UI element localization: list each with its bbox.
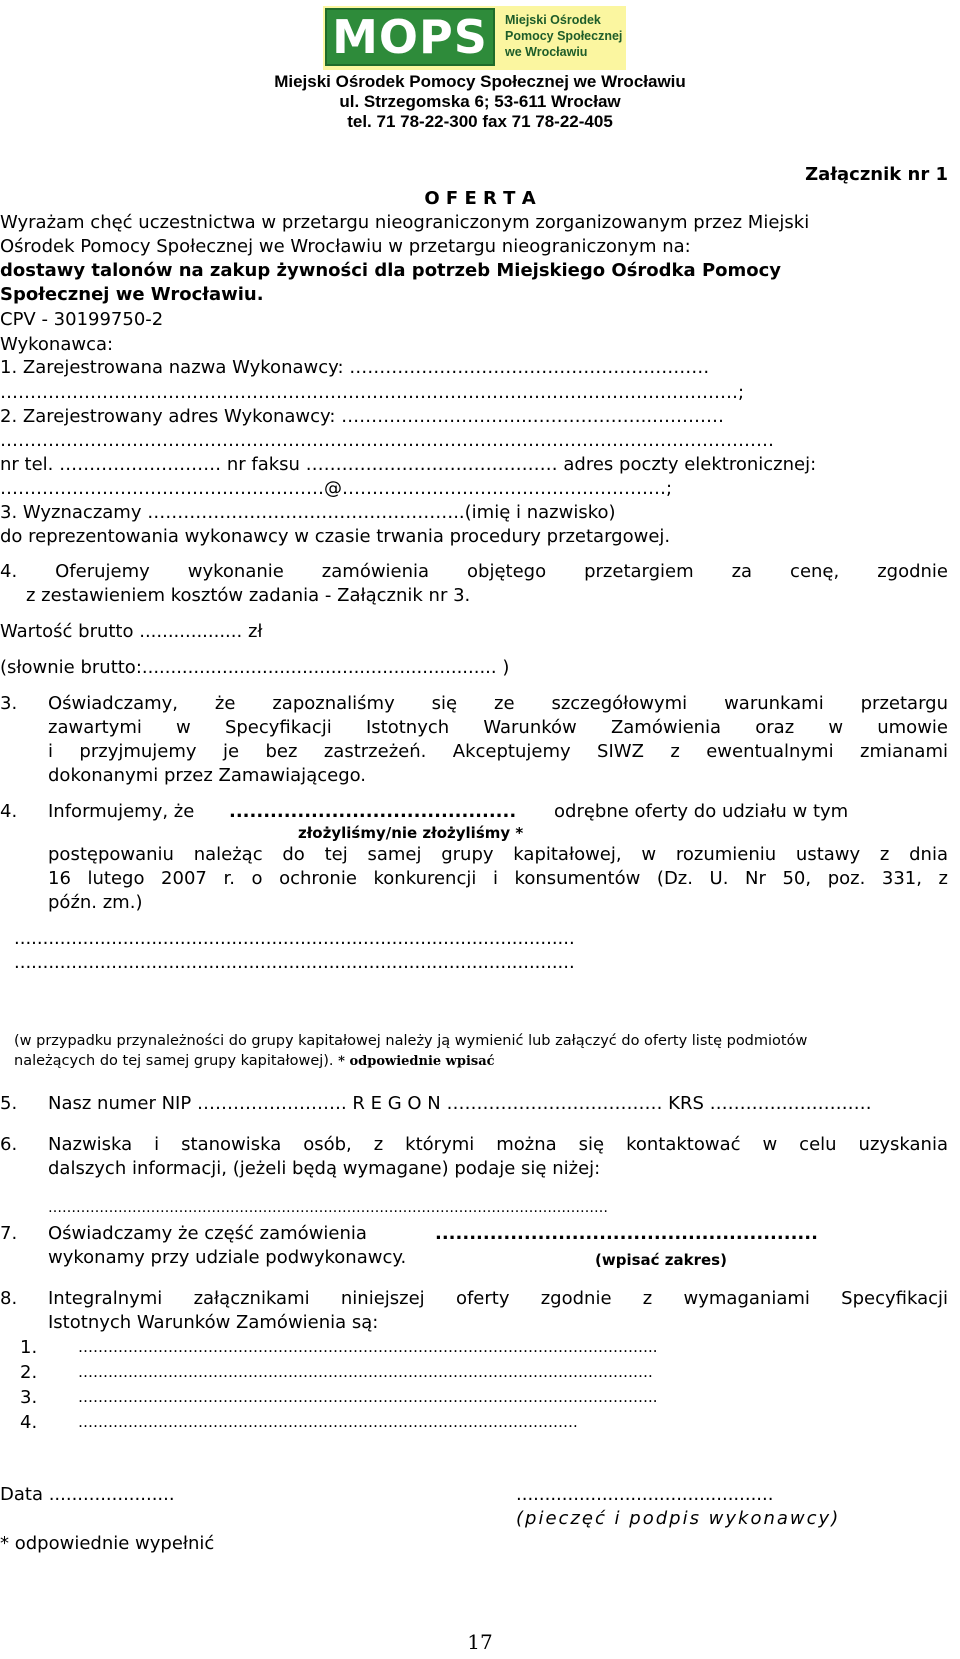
attachment-item-number: 2. [20,1362,38,1383]
item-number: 6. [0,1134,18,1155]
attachment-item-number: 1. [20,1337,38,1358]
group-info-line: postępowaniu należąc do tej samej grupy kapitałowej, w rozumieniu ustawy z dnia [48,844,948,865]
offer-line: z zestawieniem kosztów zadania - Załącznik nr 3. [26,585,471,606]
contacts-blank: ………………………………………………………………………………………………………… [48,1200,608,1216]
page-number: 17 [467,1630,493,1654]
item-number: 4. [0,801,18,822]
signature-caption: (pieczęć i podpis wykonawcy) [516,1508,841,1529]
field-phone-fax-email: nr tel. ……………………… nr faksu …………………………………… adres poczty elektronicznej: [0,454,817,475]
group-info-blank: .......................................... [229,801,517,822]
subcontract-blank: ........................................................ [435,1223,818,1244]
tax-ids-line: Nasz numer NIP ……………………. R E G O N ……………………………… KRS ……………………… [48,1093,872,1114]
logo-mark-text: MOPS [332,10,488,64]
price-in-words: (słownie brutto:.............................................................. ) [0,657,510,678]
signature-line: ............................................. [516,1484,774,1505]
subcontract-line: Oświadczamy że część zamówienia [48,1223,367,1244]
intro-line: Wyrażam chęć uczestnictwa w przetargu nieograniczonym zorganizowanym przez Miejski [0,212,810,233]
page-title: O F E R T A [424,188,536,209]
header-address: ul. Strzegomska 6; 53-611 Wrocław [339,92,621,111]
group-note [14,1051,495,1072]
attachment-item-blank: ………………………………………………………………………………………. [78,1413,578,1431]
group-info-label: Informujemy, że [48,801,195,822]
field-representative: 3. Wyznaczamy ……………………………………………..(imię i nazwisko) [0,502,616,523]
subcontract-note: (wpisać zakres) [595,1251,727,1269]
attachment-item-number: 4. [20,1412,38,1433]
group-blank-line: .................................................................................................. [14,928,575,949]
logo-mark [325,8,495,66]
field-email: ………………………………………………@………………………………………………; [0,478,673,499]
group-blank-line: .................................................................................................. [14,952,575,973]
contacts-line: dalszych informacji, (jeżeli będą wymagane) podaje się niżej: [48,1158,601,1179]
item-number: 5. [0,1093,18,1114]
attachment-label: Załącznik nr 1 [805,164,948,185]
header-phone: tel. 71 78-22-300 fax 71 78-22-405 [347,112,613,131]
attachments-line: Istotnych Warunków Zamówienia są: [48,1312,379,1333]
contacts-line: Nazwiska i stanowiska osób, z którymi można się kontaktować w celu uzyskania [48,1134,948,1155]
cpv-code: CPV - 30199750-2 [0,309,164,330]
attachment-item-blank: …………………………………………………………………………………………………….. [78,1388,658,1406]
attachment-item-number: 3. [20,1387,38,1408]
mops-logo [323,6,626,70]
statement-line: zawartymi w Specyfikacji Istotnych Warunków Zamówienia oraz w umowie [48,717,948,738]
field-company-address-cont: ………………………………………………………………………………………………………………… [0,430,774,451]
group-choice: złożyliśmy/nie złożyliśmy * [298,824,524,842]
footnote: * odpowiednie wypełnić [0,1533,215,1554]
field-company-name-cont: ……………………………………………………………………………………………………………; [0,382,745,403]
logo-name-line: we Wrocławiu [505,45,588,59]
price-gross: Wartość brutto .................. zł [0,621,263,642]
group-info-line: późn. zm.) [48,892,143,913]
statement-line: dokonanymi przez Zamawiającego. [48,765,367,786]
date-field: Data ...................... [0,1484,175,1505]
intro-line: Ośrodek Pomocy Społecznej we Wrocławiu w przetargu nieograniczonym na: [0,236,691,257]
logo-name [505,12,623,60]
item-number: 3. [0,693,18,714]
group-note-asterisk: * odpowiednie wpisać [338,1054,495,1069]
contractor-label: Wykonawca: [0,334,114,355]
attachments-line: Integralnymi załącznikami niniejszej oferty zgodnie z wymaganiami Specyfikacji [48,1288,948,1309]
offer-line: 4. Oferujemy wykonanie zamówienia objętego przetargiem za cenę, zgodnie [0,561,948,582]
subject-line: dostawy talonów na zakup żywności dla potrzeb Miejskiego Ośrodka Pomocy [0,260,782,281]
item-number: 7. [0,1223,18,1244]
field-company-address: 2. Zarejestrowany adres Wykonawcy: …………………………..………………..………… [0,406,725,427]
group-note-text: należących do tej samej grupy kapitałowej). [14,1053,334,1069]
field-representative-cont: do reprezentowania wykonawcy w czasie trwania procedury przetargowej. [0,526,671,547]
group-note: (w przypadku przynależności do grupy kapitałowej należy ją wymienić lub załączyć do oferty listę podmiotów [14,1033,808,1049]
subcontract-line: wykonamy przy udziale podwykonawcy. [48,1247,407,1268]
group-info-label-cont: odrębne oferty do udziału w tym [554,801,849,822]
statement-line: i przyjmujemy je bez zastrzeżeń. Akceptujemy SIWZ z ewentualnymi zmianami [48,741,948,762]
attachment-item-blank: …………………………………………………………………………………………………….. [78,1338,658,1356]
statement-line: Oświadczamy, że zapoznaliśmy się ze szczegółowymi warunkami przetargu [48,693,948,714]
logo-name-line: Miejski Ośrodek [505,13,601,27]
group-info-line: 16 lutego 2007 r. o ochronie konkurencji i konsumentów (Dz. U. Nr 50, poz. 331, z [48,868,948,889]
item-number: 8. [0,1288,18,1309]
subject-line: Społecznej we Wrocławiu. [0,284,264,305]
field-company-name: 1. Zarejestrowana nazwa Wykonawcy: …………………………………………………… [0,357,710,378]
logo-name-line: Pomocy Społecznej [505,29,623,43]
attachment-item-blank: ……………………………………………………………………………………………………. [78,1363,653,1381]
header-institution: Miejski Ośrodek Pomocy Społecznej we Wrocławiu [274,72,686,91]
